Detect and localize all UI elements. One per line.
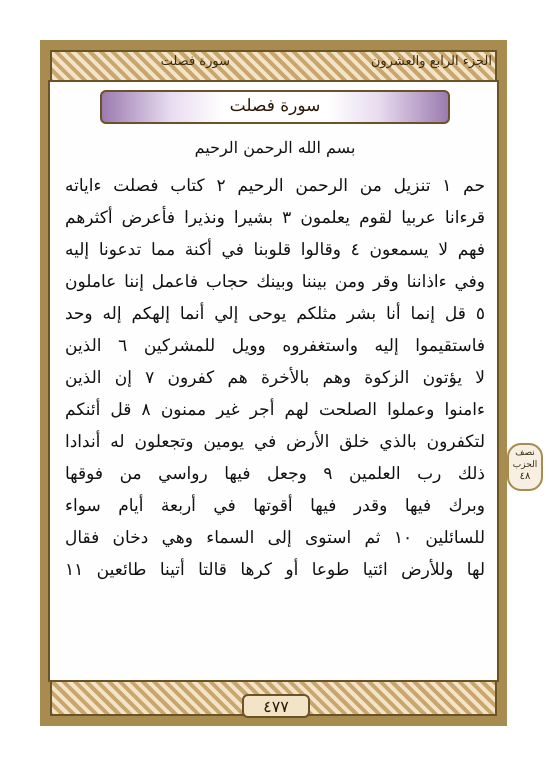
verse-line-10: ذلك رب العلمين ٩ وجعل فيها رواسي من فوقها: [65, 464, 485, 484]
basmala: بسم الله الرحمن الرحيم: [194, 138, 356, 157]
verse-line-13: لها وللأرض ائتيا طوعا أو كرها قالتا أتينا طائعين ١١: [65, 560, 485, 580]
hizb-label-b: الحزب: [512, 460, 538, 470]
verse-line-3: فهم لا يسمعون ٤ وقالوا قلوبنا في أكنة مما تدعونا إليه: [65, 240, 485, 260]
juz-title: الجزء الرابع والعشرون: [370, 54, 492, 69]
verse-line-2: قرءانا عربيا لقوم يعلمون ٣ بشيرا ونذيرا فأعرض أكثرهم: [65, 208, 485, 228]
verse-line-8: ءامنوا وعملوا الصلحت لهم أجر غير ممنون ٨ قل أئنكم: [65, 400, 485, 420]
verse-line-4: وفي ءاذاننا وقر ومن بيننا وبينك حجاب فاعمل إننا عاملون: [65, 272, 485, 292]
surah-header: سورة فصلت: [160, 54, 230, 69]
verse-line-7: لا يؤتون الزكوة وهم بالأخرة هم كفرون ٧ إن الذين: [65, 368, 485, 388]
hizb-label-a: نصف: [515, 448, 535, 458]
verse-line-6: فاستقيموا إليه واستغفروه وويل للمشركين ٦ الذين: [65, 336, 485, 356]
hizb-marker: [507, 443, 543, 491]
verse-line-11: وبرك فيها وقدر فيها أقوتها في أربعة أيام سواء: [65, 496, 485, 516]
verse-line-12: للسائلين ١٠ ثم استوى إلى السماء وهي دخان فقال: [65, 528, 485, 548]
verse-line-5: ٥ قل إنما أنا بشر مثلكم يوحى إلي أنما إلهكم إله وحد: [65, 304, 485, 324]
page-number-box: [242, 694, 310, 718]
banner-title: سورة فصلت: [229, 96, 321, 116]
hizb-number: ٤٨: [519, 471, 531, 482]
verse-line-9: لتكفرون بالذي خلق الأرض في يومين وتجعلون له أندادا: [65, 432, 485, 452]
surah-banner: [100, 90, 450, 124]
verse-line-1: حم ١ تنزيل من الرحمن الرحيم ٢ كتاب فصلت ءاياته: [65, 176, 485, 196]
page-number: ٤٧٧: [263, 697, 289, 716]
